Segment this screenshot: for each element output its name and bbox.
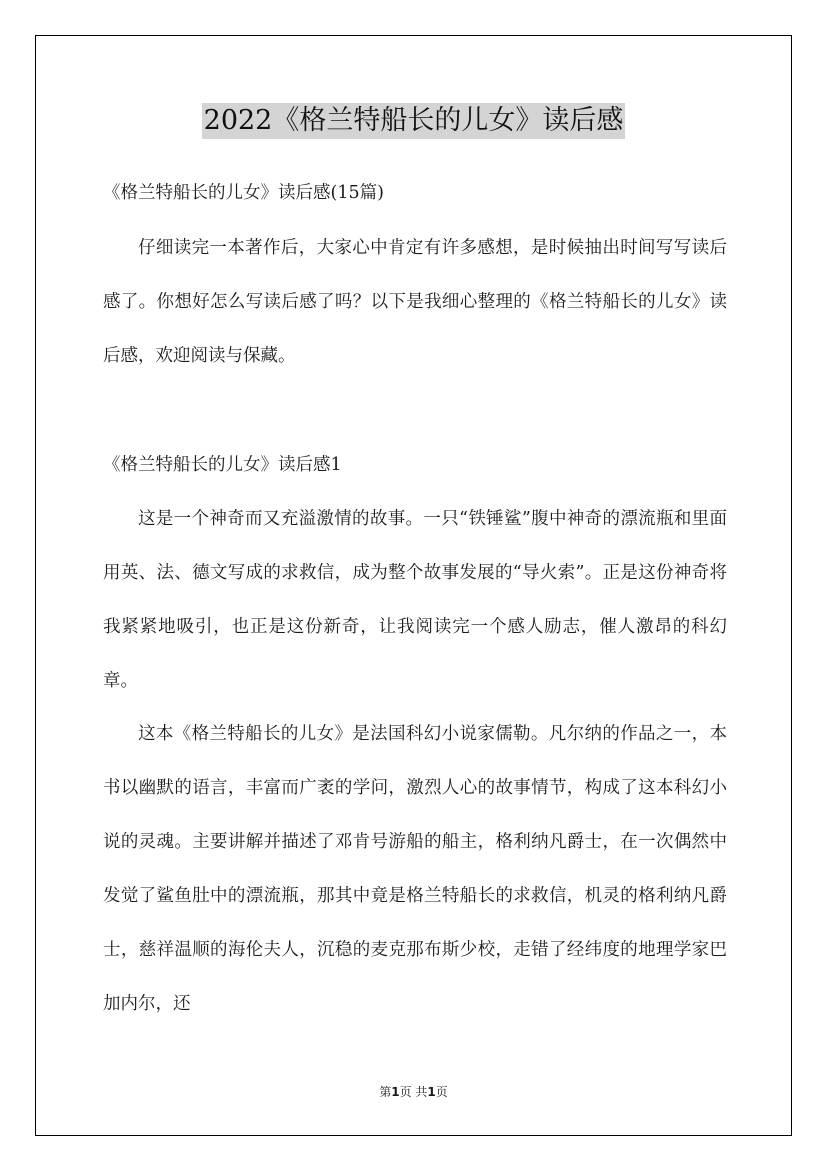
body-paragraph-1: 这是一个神奇而又充溢激情的故事。一只“铁锤鲨”腹中神奇的漂流瓶和里面用英、法、德文写成的求救信，成为整个故事发展的“导火索”。正是这份神奇将我紧紧地吸引，也正是这份新奇，让我阅读完一个感人励志，催人激昂的科幻章。 bbox=[103, 509, 727, 691]
page-footer bbox=[0, 1084, 827, 1100]
document-subtitle: 《格兰特船长的儿女》读后感(15篇) bbox=[103, 183, 384, 203]
footer-page-total: 1 bbox=[427, 1085, 436, 1099]
title-container bbox=[0, 103, 827, 139]
footer-page-current: 1 bbox=[391, 1085, 400, 1099]
body-paragraph-2: 这本《格兰特船长的儿女》是法国科幻小说家儒勒。凡尔纳的作品之一，本书以幽默的语言，丰富而广袤的学问，激烈人心的故事情节，构成了这本科幻小说的灵魂。主要讲解并描述了邓肯号游船的船主，格利纳凡爵士，在一次偶然中发觉了鲨鱼肚中的漂流瓶，那其中竟是格兰特船长的求救信，机灵的格利纳凡爵士，慈祥温顺的海伦夫人，沉稳的麦克那布斯少校，走错了经纬度的地理学家巴加内尔，还 bbox=[103, 724, 727, 1014]
section-heading: 《格兰特船长的儿女》读后感1 bbox=[103, 455, 342, 475]
intro-paragraph: 仔细读完一本著作后，大家心中肯定有许多感想，是时候抽出时间写写读后感了。你想好怎么写读后感了吗？以下是我细心整理的《格兰特船长的儿女》读后感，欢迎阅读与保藏。 bbox=[103, 238, 727, 366]
footer-page-suffix: 页 bbox=[435, 1085, 448, 1099]
footer-page-mid: 页 共 bbox=[399, 1085, 428, 1099]
footer-page-prefix: 第 bbox=[379, 1085, 392, 1099]
document-title: 2022《格兰特船长的儿女》读后感 bbox=[202, 103, 626, 139]
